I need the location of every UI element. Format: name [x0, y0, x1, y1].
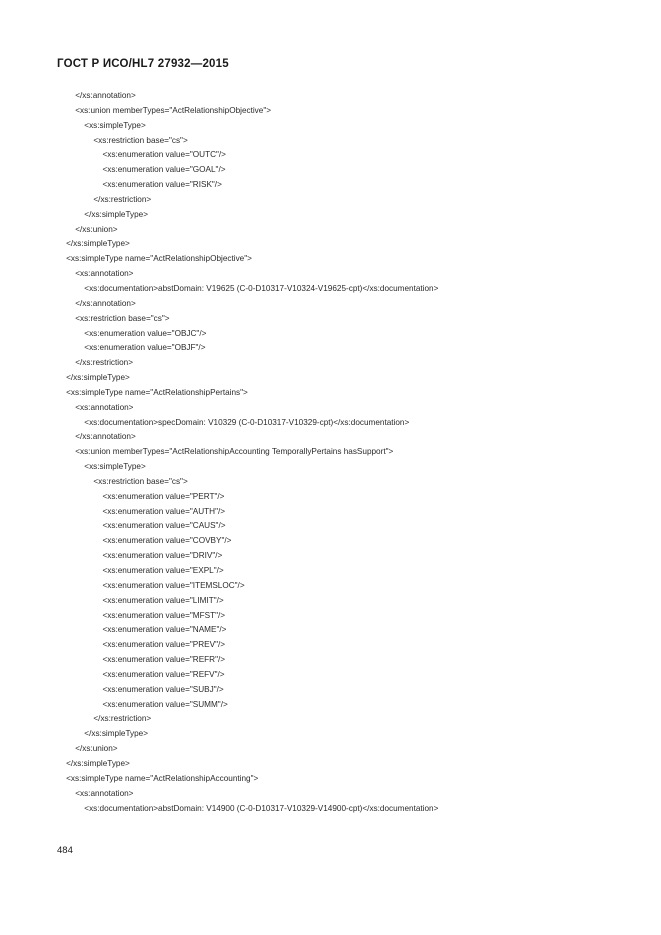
code-line: </xs:union>: [57, 224, 118, 234]
code-line: <xs:annotation>: [57, 269, 134, 279]
code-line: <xs:enumeration value="MFST"/>: [57, 610, 226, 620]
code-line: <xs:enumeration value="EXPL"/>: [57, 566, 224, 575]
code-line: <xs:enumeration value="REFR"/>: [57, 655, 226, 665]
code-line: <xs:annotation>: [57, 788, 134, 798]
code-line: <xs:enumeration value="OUTC"/>: [57, 150, 226, 160]
code-line: </xs:simpleType>: [57, 373, 130, 383]
code-line: <xs:enumeration value="AUTH"/>: [57, 506, 226, 516]
code-line: <xs:enumeration value="GOAL"/>: [57, 165, 226, 175]
code-line: <xs:enumeration value="DRIV"/>: [57, 551, 223, 561]
code-line: </xs:simpleType>: [57, 729, 149, 739]
code-line: </xs:simpleType>: [57, 209, 149, 219]
code-line: <xs:enumeration value="OBJC"/>: [57, 328, 207, 338]
code-line: </xs:annotation>: [57, 432, 136, 442]
xml-schema-code-block: [57, 89, 617, 816]
page-number: 484: [57, 845, 73, 856]
code-line: <xs:documentation>abstDomain: V19625 (C-0-D10317-V10324-V19625-cpt)</xs:documentation>: [57, 283, 439, 293]
code-line: <xs:documentation>abstDomain: V14900 (C-0-D10317-V10329-V14900-cpt)</xs:documentation>: [57, 803, 439, 813]
code-line: <xs:restriction base="cs">: [57, 313, 170, 323]
code-line: <xs:enumeration value="SUBJ"/>: [57, 684, 224, 694]
code-line: <xs:enumeration value="SUMM"/>: [57, 699, 228, 709]
code-line: </xs:annotation>: [57, 298, 136, 308]
code-line: </xs:restriction>: [57, 358, 133, 368]
code-line: <xs:restriction base="cs">: [57, 135, 188, 145]
code-line: <xs:enumeration value="COVBY"/>: [57, 536, 232, 546]
code-line: <xs:restriction base="cs">: [57, 476, 188, 486]
code-line: <xs:documentation>specDomain: V10329 (C-0-D10317-V10329-cpt)</xs:documentation>: [57, 417, 410, 427]
code-line: <xs:enumeration value="OBJF"/>: [57, 343, 206, 353]
code-line: <xs:simpleType name="ActRelationshipObjective">: [57, 254, 252, 264]
code-line: <xs:enumeration value="PREV"/>: [57, 640, 226, 650]
page-header-standard-title: ГОСТ Р ИСО/HL7 27932—2015: [57, 58, 229, 70]
code-line: <xs:enumeration value="NAME"/>: [57, 625, 227, 635]
code-line: <xs:simpleType name="ActRelationshipAccounting">: [57, 773, 259, 783]
code-line: <xs:enumeration value="CAUS"/>: [57, 521, 226, 531]
code-line: </xs:restriction>: [57, 714, 152, 724]
code-line: </xs:simpleType>: [57, 758, 130, 768]
code-line: <xs:simpleType>: [57, 462, 146, 472]
code-line: <xs:simpleType>: [57, 120, 146, 130]
code-line: </xs:annotation>: [57, 91, 136, 100]
code-line: <xs:enumeration value="LIMIT"/>: [57, 595, 224, 605]
code-line: <xs:enumeration value="ITEMSLOC"/>: [57, 580, 245, 590]
code-line: </xs:union>: [57, 744, 118, 754]
code-line: <xs:annotation>: [57, 402, 134, 412]
code-line: <xs:enumeration value="REFV"/>: [57, 669, 225, 679]
code-line: <xs:union memberTypes="ActRelationshipObjective">: [57, 105, 272, 115]
code-line: <xs:simpleType name="ActRelationshipPertains">: [57, 387, 248, 397]
code-line: </xs:restriction>: [57, 194, 152, 204]
code-line: <xs:enumeration value="RISK"/>: [57, 180, 222, 190]
code-line: </xs:simpleType>: [57, 239, 130, 249]
code-line: <xs:union memberTypes="ActRelationshipAccounting TemporallyPertains hasSupport">: [57, 447, 394, 457]
code-line: <xs:enumeration value="PERT"/>: [57, 491, 225, 501]
